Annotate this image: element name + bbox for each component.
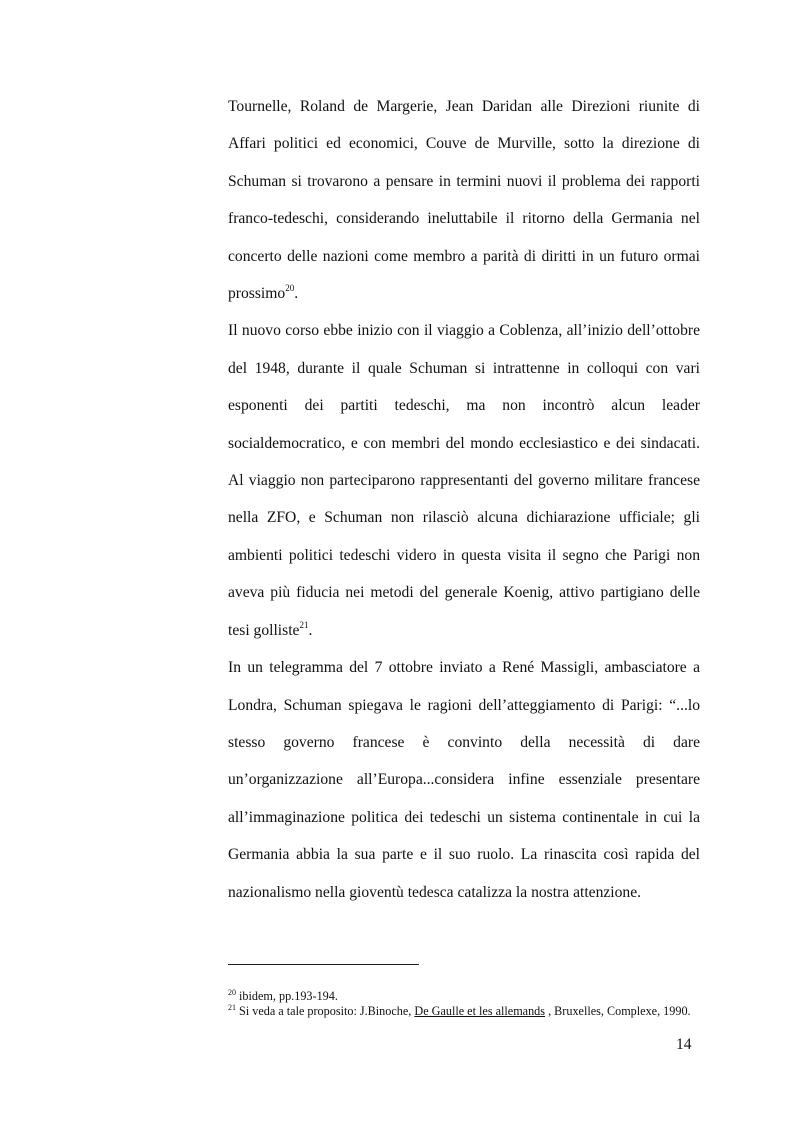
footnote-ref-20[interactable]: 20 [285, 283, 295, 294]
footnote-21-text: Si veda a tale proposito: J.Binoche, [236, 1003, 415, 1018]
footnote-20-text: ibidem, pp.193-194. [236, 989, 338, 1003]
main-text [228, 88, 700, 911]
footnote-number-20: 20 [228, 988, 236, 997]
footnote-separator [228, 964, 419, 965]
paragraph-2 [228, 312, 700, 649]
footnote-21 [228, 1004, 700, 1019]
paragraph-3-text: In un telegramma del 7 ottobre inviato a René Massigli, ambasciatore a Londra, Schuman spiegava le ragioni dell’atteggiamento di Parigi: “...lo stesso governo francese è convinto della necessità di dare un’organizzazione all’Europa...considera infine essenziale presentare all’immaginazione politica dei tedeschi un sistema continentale in cui la Germania abbia la sua parte e il suo ruolo. La rinascita così rapida del nazionalismo nella gioventù tedesca catalizza la nostra attenzione. [228, 659, 700, 901]
footnote-20 [228, 989, 700, 1004]
paragraph-1-text: Tournelle, Roland de Margerie, Jean Daridan alle Direzioni riunite di Affari politici ed economici, Couve de Murville, sotto la direzione di Schuman si trovarono a pensare in termini nuovi il problema dei rapporti franco-tedeschi, considerando ineluttabile il ritorno della Germania nel concerto delle nazioni come membro a parità di diritti in un futuro ormai prossimo [228, 98, 700, 303]
footnote-ref-21[interactable]: 21 [299, 619, 309, 630]
footnote-21-after: , Bruxelles, Complexe, 1990. [545, 1003, 691, 1018]
paragraph-2-text: Il nuovo corso ebbe inizio con il viaggio a Coblenza, all’inizio dell’ottobre del 1948, durante il quale Schuman si intrattenne in colloqui con vari esponenti dei partiti tedeschi, ma non incontrò alcun leader socialdemocratico, e con membri del mondo ecclesiastico e dei sindacati. Al viaggio non parteciparono rappresentanti del governo militare francese nella ZFO, e Schuman non rilasciò alcuna dichiarazione ufficiale; gli ambienti politici tedeschi videro in questa visita il segno che Parigi non aveva più fiducia nei metodi del generale Koenig, attivo partigiano delle tesi golliste [228, 322, 700, 639]
footnote-21-book-title: De Gaulle et les allemands [414, 1003, 546, 1018]
paragraph-1-tail: . [294, 285, 299, 303]
page-number: 14 [676, 1036, 692, 1053]
footnote-number-21: 21 [228, 1002, 236, 1012]
footnotes [228, 989, 700, 1018]
paragraph-3 [228, 649, 700, 911]
paragraph-1 [228, 88, 700, 312]
document-page [228, 88, 700, 911]
paragraph-2-tail: . [308, 621, 313, 639]
